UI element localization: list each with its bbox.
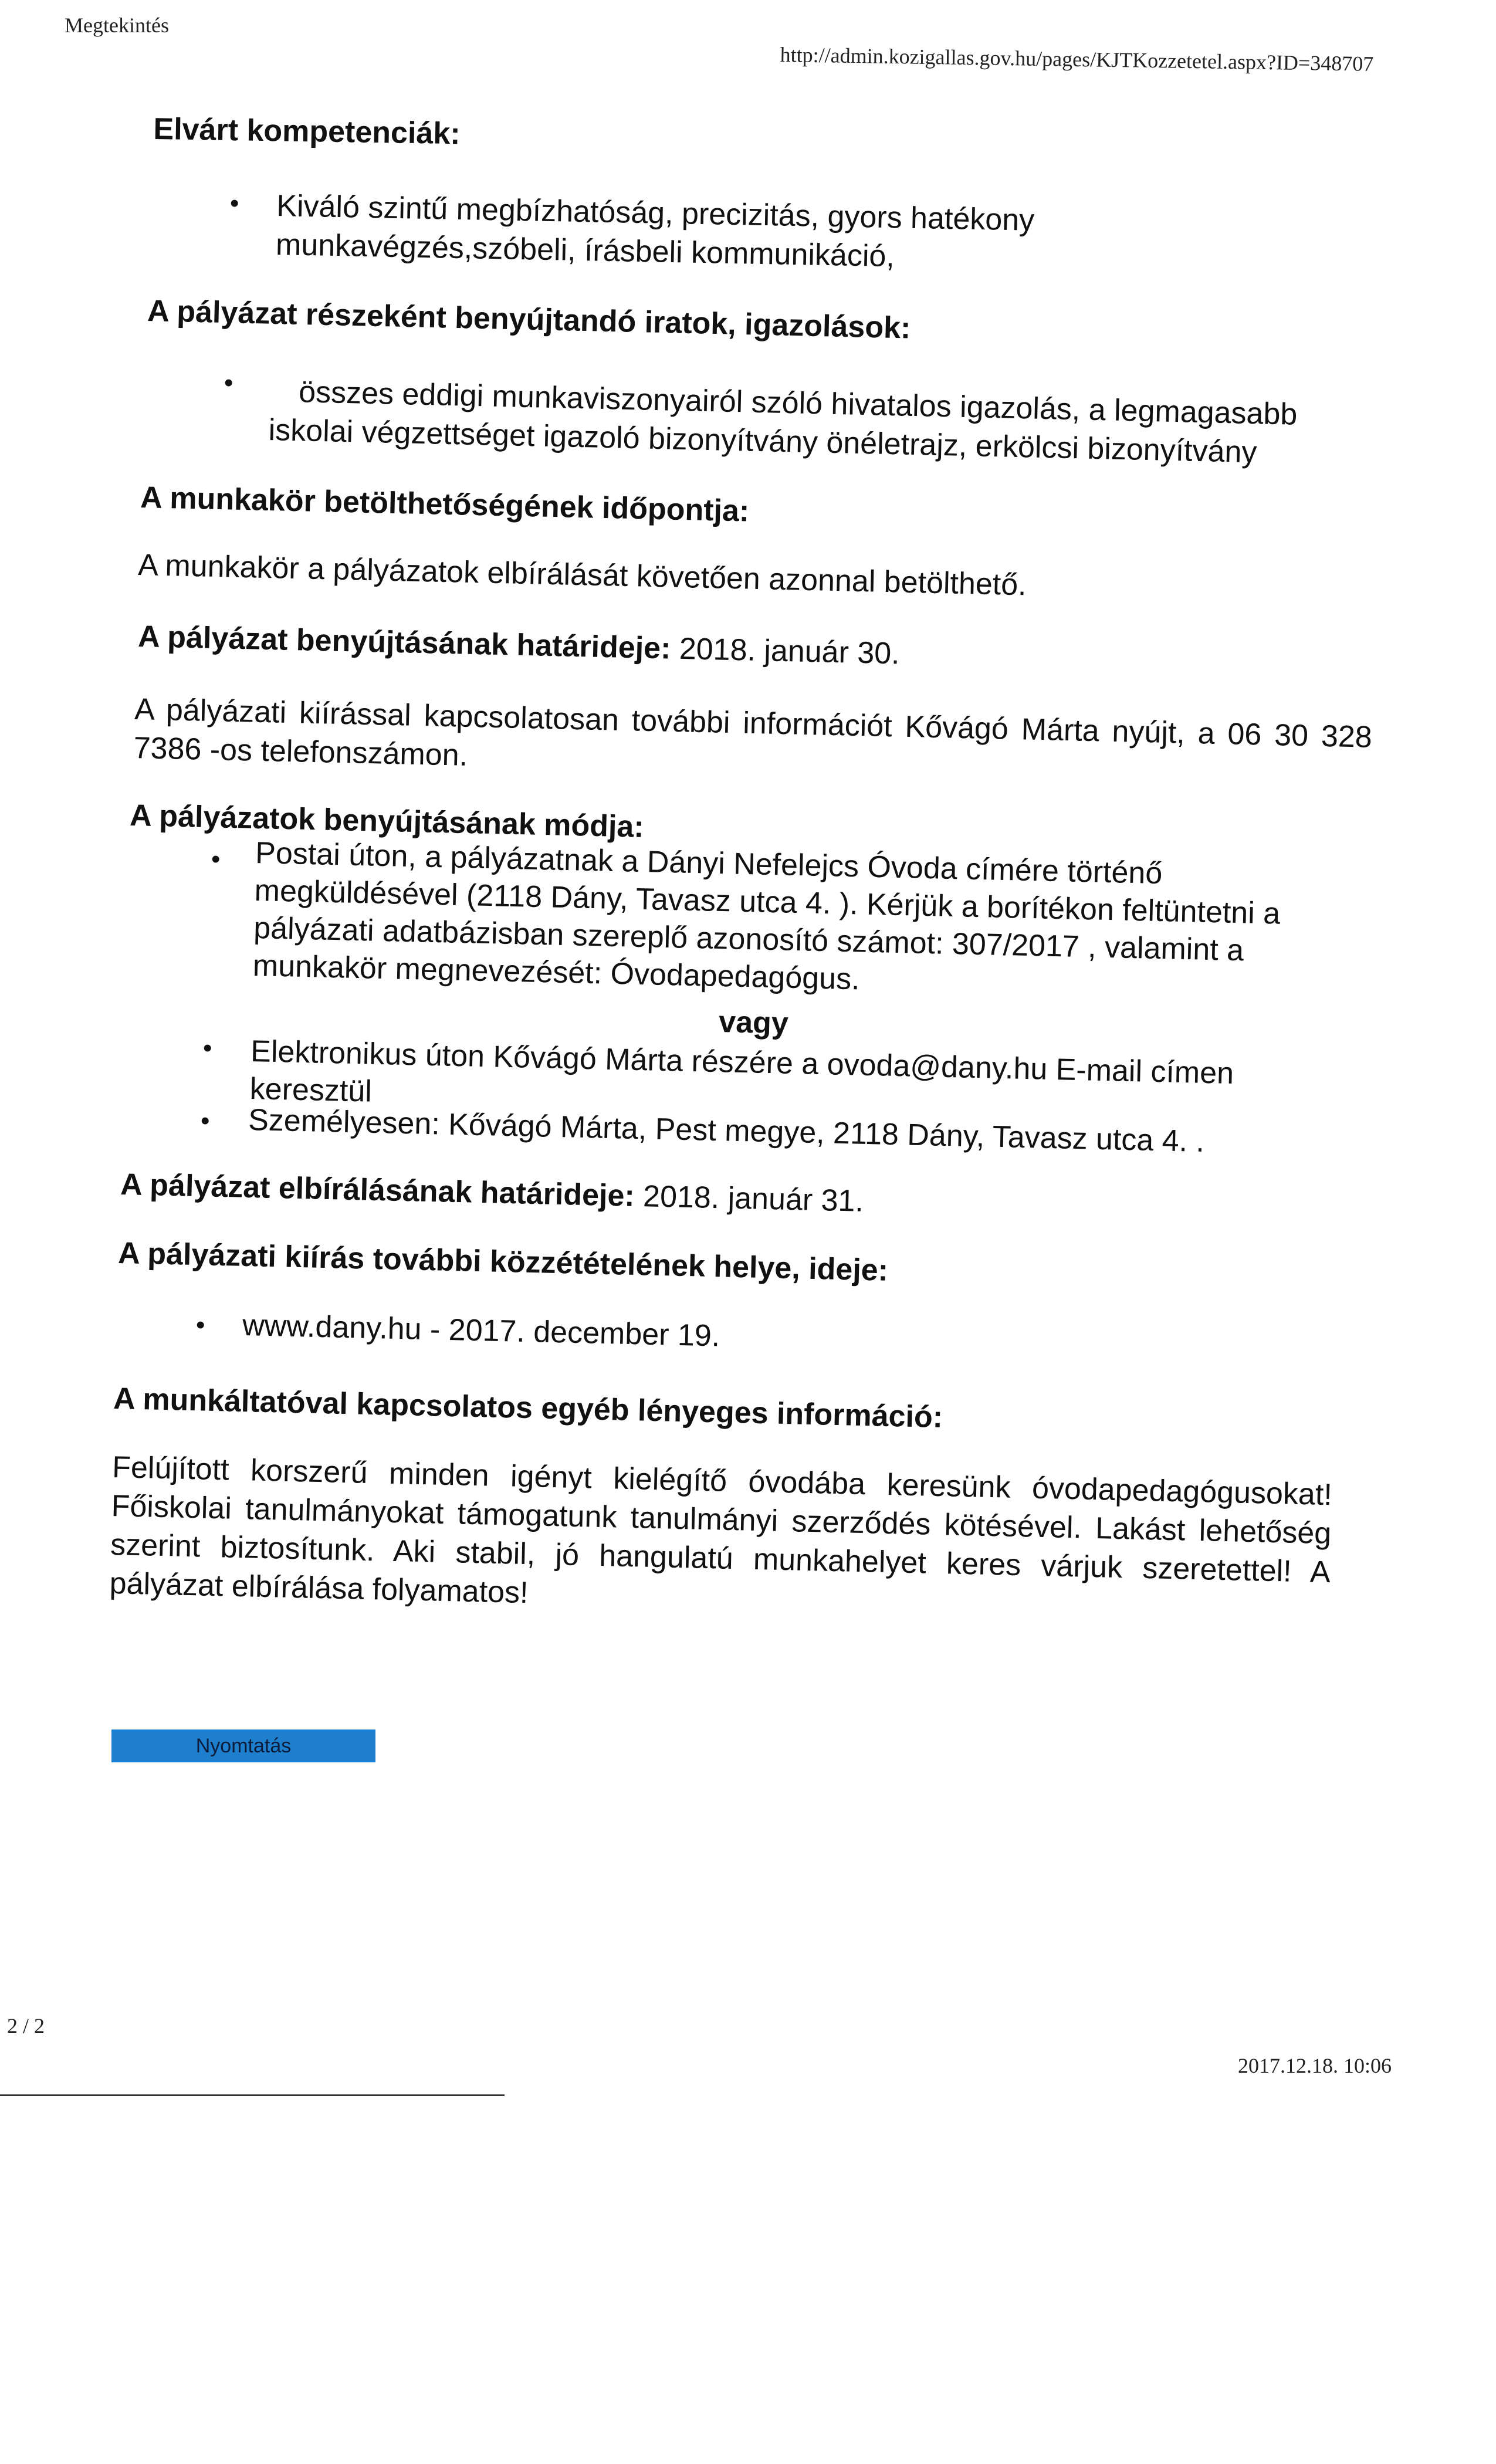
print-button[interactable]: Nyomtatás	[111, 1729, 375, 1762]
bullet-icon: •	[201, 1106, 210, 1135]
evaluation-value: 2018. január 31.	[642, 1179, 864, 1219]
competencies-item: Kiváló szintű megbízhatóság, precizitás, gyors hatékony munkavégzés,szóbeli, írásbeli kommunikáció,	[275, 188, 1035, 274]
info-text: A pályázati kiírással kapcsolatosan további információt Kővágó Márta nyújt, a 06 30 328 7386 -os telefonszámon.	[133, 692, 1373, 773]
submit-heading: A pályázatok benyújtásának módja:	[129, 798, 645, 844]
deadline-label: A pályázat benyújtásának határideje:	[137, 619, 672, 666]
print-timestamp: 2017.12.18. 10:06	[1238, 2054, 1392, 2077]
evaluation-label: A pályázat elbírálásának határideje:	[120, 1167, 635, 1213]
submit-email-item: Elektronikus úton Kővágó Márta részére a ovoda@dany.hu E-mail címen keresztül	[249, 1034, 1234, 1109]
bullet-icon: •	[211, 845, 221, 874]
header-url: http://admin.kozigallas.gov.hu/pages/KJTKozzetetel.aspx?ID=348707	[780, 42, 1374, 76]
deadline-row	[138, 617, 901, 673]
publish-heading: A pályázati kiírás további közzétételének helye, ideje:	[117, 1236, 889, 1288]
submit-or: vagy	[718, 1004, 789, 1041]
documents-heading: A pályázat részeként benyújtandó iratok, igazolások:	[147, 293, 911, 346]
header-left-label: Megtekintés	[65, 13, 169, 37]
bullet-icon: •	[224, 368, 233, 397]
fill-date-text: A munkakör a pályázatok elbírálását követően azonnal betölthető.	[137, 547, 1027, 603]
footer-divider	[0, 2094, 505, 2096]
competencies-heading: Elvárt kompetenciák:	[153, 111, 461, 151]
deadline-value: 2018. január 30.	[679, 631, 901, 671]
employer-text: Felújított korszerű minden igényt kielégítő óvodába keresünk óvodapedagógusokat! Főiskolai tanulmányokat támogatunk tanulmányi szerződés kötésével. Lakást lehetőség szerint biztosítunk. Aki stabil, jó hangulatú munkahelyet keres várjuk szeretettel! A pályázat elbírálása folyamatos!	[109, 1450, 1333, 1610]
submit-post-item: Postai úton, a pályázatnak a Dányi Nefelejcs Óvoda címére történő megküldésével (2118 Dány, Tavasz utca 4. ). Kérjük a borítékon feltüntetni a pályázati adatbázisban szereplő azonosító számot: 307/2017 , valamint a munkakör megnevezését: Óvodapedagógus.	[252, 835, 1281, 997]
documents-item: összes eddigi munkaviszonyairól szóló hivatalos igazolás, a legmagasabb iskolai végzettséget igazoló bizonyítvány önéletrajz, erkölcsi bizonyítvány	[268, 375, 1298, 470]
bullet-icon: •	[230, 189, 239, 218]
bullet-icon: •	[203, 1034, 212, 1062]
fill-date-heading: A munkakör betölthetőségének időpontja:	[140, 480, 750, 529]
submit-personal-item: Személyesen: Kővágó Márta, Pest megye, 2118 Dány, Tavasz utca 4. .	[248, 1102, 1205, 1159]
employer-heading: A munkáltatóval kapcsolatos egyéb lényeges információ:	[113, 1381, 943, 1435]
bullet-icon: •	[196, 1311, 205, 1339]
publish-item: www.dany.hu - 2017. december 19.	[242, 1308, 720, 1353]
evaluation-row	[120, 1165, 864, 1221]
page-number: 2 / 2	[7, 2014, 45, 2037]
